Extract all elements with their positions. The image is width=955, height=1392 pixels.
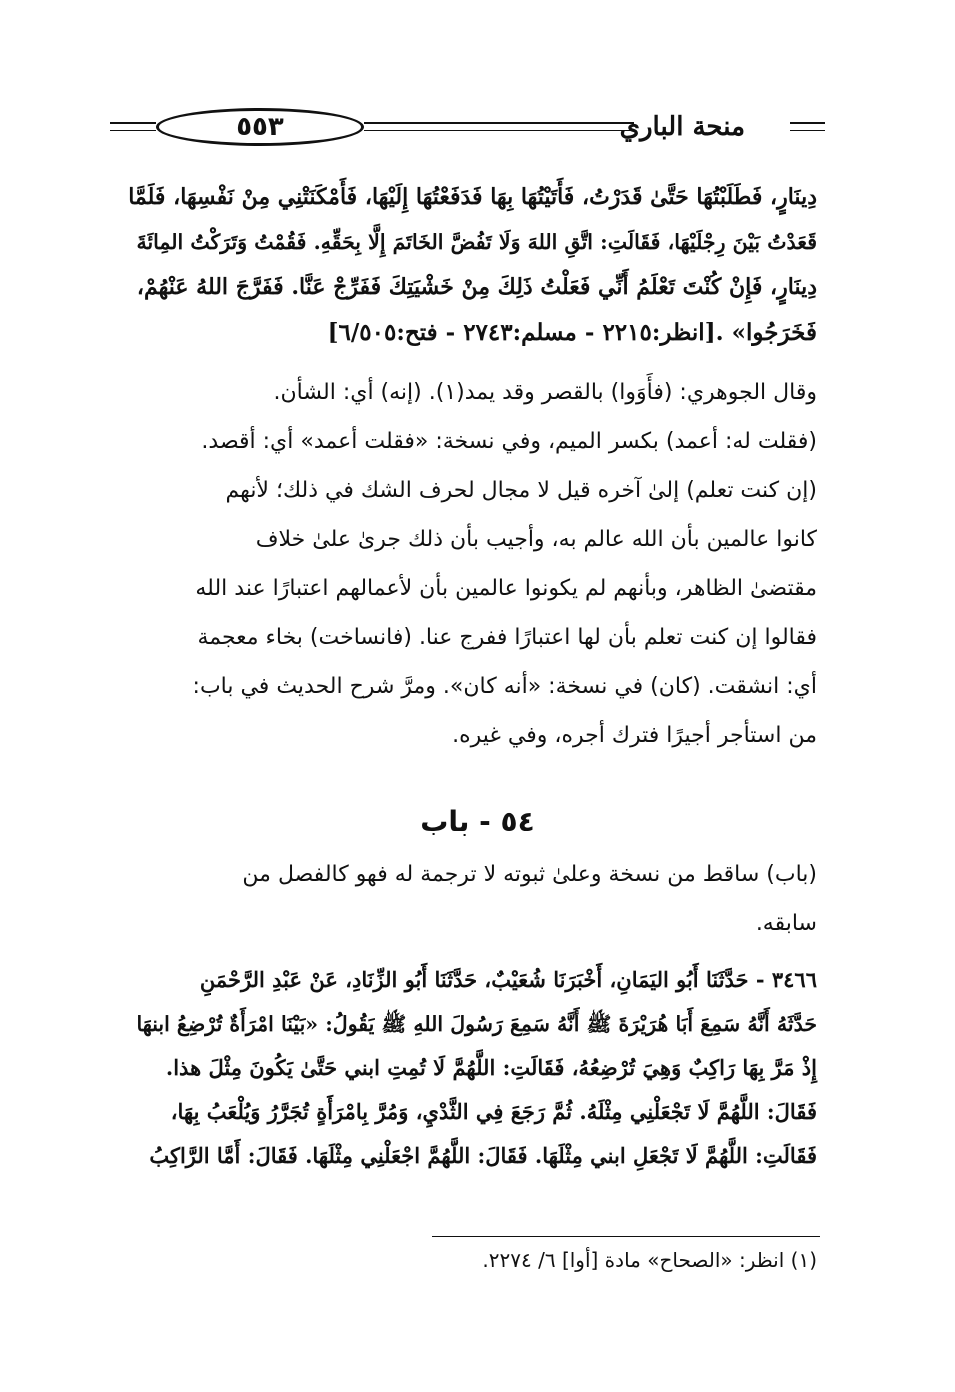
header-rule-right [790, 122, 825, 124]
chapter-note [127, 850, 817, 948]
text-line: سابقه. [755, 911, 817, 936]
hadith-text-top [127, 175, 817, 355]
page-header [110, 100, 825, 160]
header-rule-left-thin [110, 130, 156, 131]
text-line: مقتضىٰ الظاهر، وبأنهم لم يكونوا عالمين بأن لأعمالهم اعتبارًا عند الله [195, 576, 817, 601]
header-rule-right-thin [790, 130, 825, 131]
text-line: دِينَارٍ، فَطَلَبْتُهَا حَتَّىٰ قَدَرْتُ، فَأَتَيْتُهَا بِهَا فَدَفَعْتُهَا إِلَيْهَا، فَأَمْكَنَتْنِي مِنْ نَفْسِهَا، فَلَمَّا [128, 184, 817, 210]
page-number: ٥٥٣ [236, 112, 284, 142]
text-line: فَقَالَتِ: اللَّهُمَّ لَا تَجْعَلِ ابني مِثْلَهَا. فَقَالَ: اللَّهُمَّ اجْعَلْنِي مِثْلَهَا. فَقَالَ: أَمَّا الرَّاكِبُ [149, 1143, 817, 1168]
text-line: (إن كنت تعلم) إلىٰ آخره قيل لا مجال لحرف الشك في ذلك؛ لأنهم [225, 478, 817, 503]
header-rule-left [110, 122, 156, 124]
text-line: فَخَرَجُوا» .[انظر:٢٢١٥ - مسلم:٢٧٤٣ - فتح:٦/٥٠٥] [327, 319, 817, 346]
text-line: أي: انشقت. (كان) في نسخة: «أنه كان». ومرَّ شرح الحديث في باب: [192, 674, 817, 699]
header-rule-middle-thin [364, 130, 634, 131]
text-line: حَدَّثَهُ أَنَّهُ سَمِعَ أَبَا هُرَيْرَةَ ﷺ أَنَّهُ سَمِعَ رَسُولَ اللهِ ﷺ يَقُولُ: «بَيْنَا امْرَأَةٌ تُرْضِعُ ابنهَا [136, 1012, 817, 1036]
text-line: فَقَالَ: اللَّهُمَّ لَا تَجْعَلْنِي مِثْلَهُ. ثُمَّ رَجَعَ فِي الثَّدْيِ، وَمُرَّ بِامْرَأَةٍ تُجَرَّرُ وَيُلْعَبُ بِهَا، [170, 1099, 817, 1124]
text-line: فقالوا إن كنت تعلم بأن لها اعتبارًا ففرج عنا. (فانساخت) بخاء معجمة [197, 625, 817, 650]
hadith-text-bottom [127, 958, 817, 1178]
book-title: منحة الباري [619, 112, 745, 142]
text-line: إِذْ مَرَّ بِهَا رَاكِبٌ وَهِيَ تُرْضِعُهُ، فَقَالَتِ: اللَّهُمَّ لَا تُمِتِ ابني حَتَّىٰ يَكُونَ مِثْلَ هذا. [165, 1055, 817, 1080]
text-line: قَعَدْتُ بَيْنَ رِجْلَيْهَا، فَقَالَتِ: اتَّقِ اللهَ وَلَا تَفُضَّ الخَاتَمَ إِلَّا بِحَقِّهِ. فَقُمْتُ وَتَرَكْتُ المِائَةَ [136, 230, 817, 254]
text-line: من استأجر أجيرًا فترك أجره، وفي غيره. [452, 723, 817, 748]
page-number-badge [156, 108, 364, 146]
text-line: كانوا عالمين بأن الله عالم به، وأجيب بأن ذلك جرىٰ علىٰ خلاف [255, 527, 817, 552]
header-rule-middle [364, 122, 634, 124]
text-line: ٣٤٦٦ - حَدَّثَنَا أَبُو اليَمَانِ، أَخْبَرَنَا شُعَيْبٌ، حَدَّثَنَا أَبُو الزِّنَادِ، عَنْ عَبْدِ الرَّحْمَنِ [199, 967, 817, 992]
text-line: (فقلت له: أعمد) بكسر الميم، وفي نسخة: «فقلت أعمد» أي: أقصد. [201, 429, 817, 454]
commentary-text [127, 368, 817, 760]
text-line: (باب) ساقط من نسخة وعلىٰ ثبوته لا ترجمة له فهو كالفصل من [242, 862, 817, 887]
chapter-heading: ٥٤ - باب [420, 805, 535, 838]
text-line: دِينَارٍ، فَإِنْ كُنْتَ تَعْلَمُ أَنِّي فَعَلْتُ ذَلِكَ مِنْ خَشْيَتِكَ فَفَرِّجْ عَنَّا. فَفَرَّجَ اللهُ عَنْهُمْ، [136, 274, 817, 300]
footnote: (١) انظر: «الصحاح» مادة [أوا] ٦/ ٢٢٧٤. [482, 1248, 817, 1272]
text-line: وقال الجوهري: (فأَوَوا) بالقصر وقد يمد(١). (إنه) أي: الشأن. [273, 380, 817, 405]
footnote-divider [432, 1236, 820, 1237]
